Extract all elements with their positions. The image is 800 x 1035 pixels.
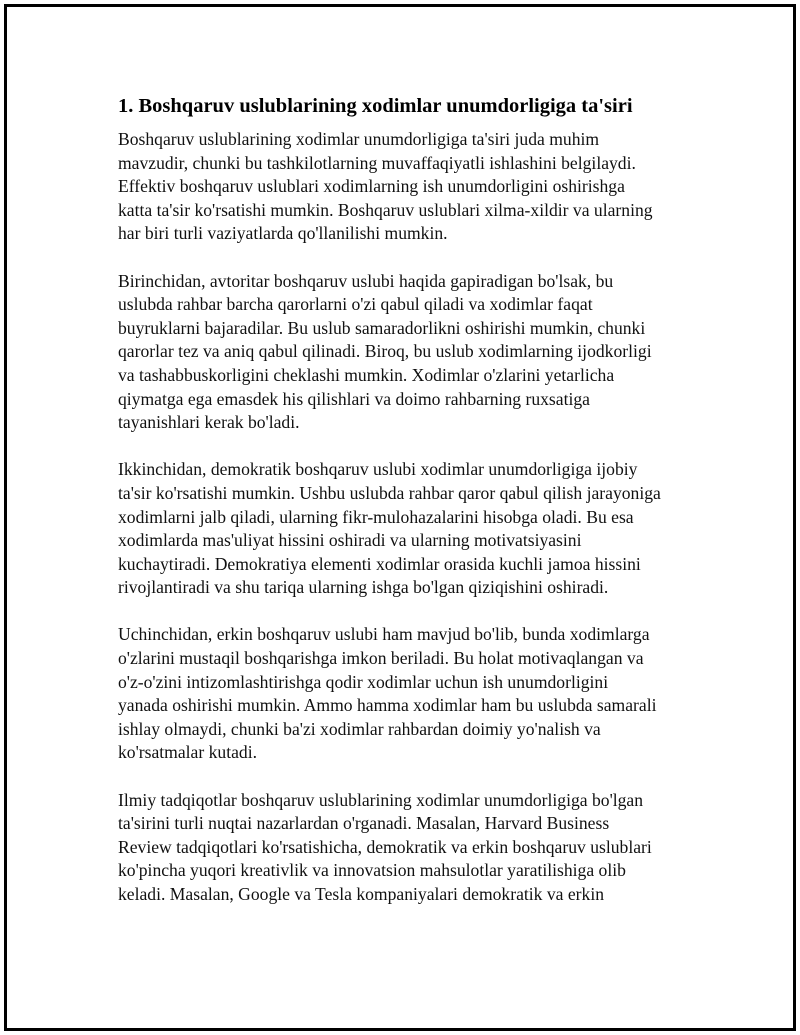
text-line: keladi. Masalan, Google va Tesla kompaniyalari demokratik va erkin xyxy=(118,884,605,904)
text-line: qiymatga ega emasdek his qilishlari va doimo rahbarning ruxsatiga xyxy=(118,388,590,409)
text-line: buyruklarni bajaradilar. Bu uslub samaradorlikni oshirishi mumkin, chunki xyxy=(118,317,646,338)
paragraph-democratic xyxy=(118,458,698,600)
text-line: xodimlarda mas'uliyat hissini oshiradi va ularning motivatsiyasini xyxy=(118,530,582,551)
paragraph-authoritarian xyxy=(118,270,698,435)
text-line: Ikkinchidan, demokratik boshqaruv uslubi xodimlar unumdorligiga ijobiy xyxy=(118,459,638,480)
text-line: Effektiv boshqaruv uslublari xodimlarning ish unumdorligini oshirishga xyxy=(118,176,625,197)
text-line: Ilmiy tadqiqotlar boshqaruv uslublarining xodimlar unumdorligiga bo'lgan xyxy=(118,789,644,810)
text-line: o'zlarini mustaqil boshqarishga imkon beriladi. Bu holat motivaqlangan va xyxy=(118,648,644,669)
text-line: Boshqaruv uslublarining xodimlar unumdorligiga ta'siri juda muhim xyxy=(118,129,600,149)
text-line: va tashabbuskorligini cheklashi mumkin. Xodimlar o'zlarini yetarlicha xyxy=(118,364,615,385)
text-line: ko'pincha yuqori kreativlik va innovatsion mahsulotlar yaratilishiga olib xyxy=(118,860,626,881)
text-line: ta'sirini turli nuqtai nazarlardan o'rganadi. Masalan, Harvard Business xyxy=(118,813,610,834)
text-line: ko'rsatmalar kutadi. xyxy=(118,742,257,763)
text-line: Uchinchidan, erkin boshqaruv uslubi ham mavjud bo'lib, bunda xodimlarga xyxy=(118,624,650,645)
text-line: tayanishlari kerak bo'ladi. xyxy=(118,412,300,433)
text-line: xodimlarni jalb qiladi, ularning fikr-mulohazalarini hisobga oladi. Bu esa xyxy=(118,506,634,527)
text-line: ishlay olmaydi, chunki ba'zi xodimlar rahbardan doimiy yo'nalish va xyxy=(118,718,601,739)
text-line: rivojlantiradi va shu tariqa ularning ishga bo'lgan qiziqishini oshiradi. xyxy=(118,577,609,598)
text-line: qarorlar tez va aniq qabul qilinadi. Biroq, bu uslub xodimlarning ijodkorligi xyxy=(118,341,652,362)
document-body xyxy=(118,92,698,930)
text-line: mavzudir, chunki bu tashkilotlarning muvaffaqiyatli ishlashini belgilaydi. xyxy=(118,152,636,173)
document-title: 1. Boshqaruv uslublarining xodimlar unumdorligiga ta'siri xyxy=(118,95,633,117)
text-line: o'z-o'zini intizomlashtirishga qodir xodimlar uchun ish unumdorligini xyxy=(118,671,609,692)
text-line: har biri turli vaziyatlarda qo'llanilishi mumkin. xyxy=(118,223,448,244)
text-line: Review tadqiqotlari ko'rsatishicha, demokratik va erkin boshqaruv uslublari xyxy=(118,836,652,857)
paragraph-laissez-faire xyxy=(118,623,698,765)
text-line: uslubda rahbar barcha qarorlarni o'zi qabul qiladi va xodimlar faqat xyxy=(118,294,593,315)
text-line: yanada oshirishi mumkin. Ammo hamma xodimlar ham bu uslubda samarali xyxy=(118,695,657,716)
text-line: kuchaytiradi. Demokratiya elementi xodimlar orasida kuchli jamoa hissini xyxy=(118,553,641,574)
text-line: ta'sir ko'rsatishi mumkin. Ushbu uslubda rahbar qaror qabul qilish jarayoniga xyxy=(118,482,661,503)
text-line: katta ta'sir ko'rsatishi mumkin. Boshqaruv uslublari xilma-xildir va ularning xyxy=(118,199,653,220)
text-line: Birinchidan, avtoritar boshqaruv uslubi haqida gapiradigan bo'lsak, bu xyxy=(118,270,614,291)
paragraph-intro xyxy=(118,128,698,246)
paragraph-research xyxy=(118,789,698,907)
